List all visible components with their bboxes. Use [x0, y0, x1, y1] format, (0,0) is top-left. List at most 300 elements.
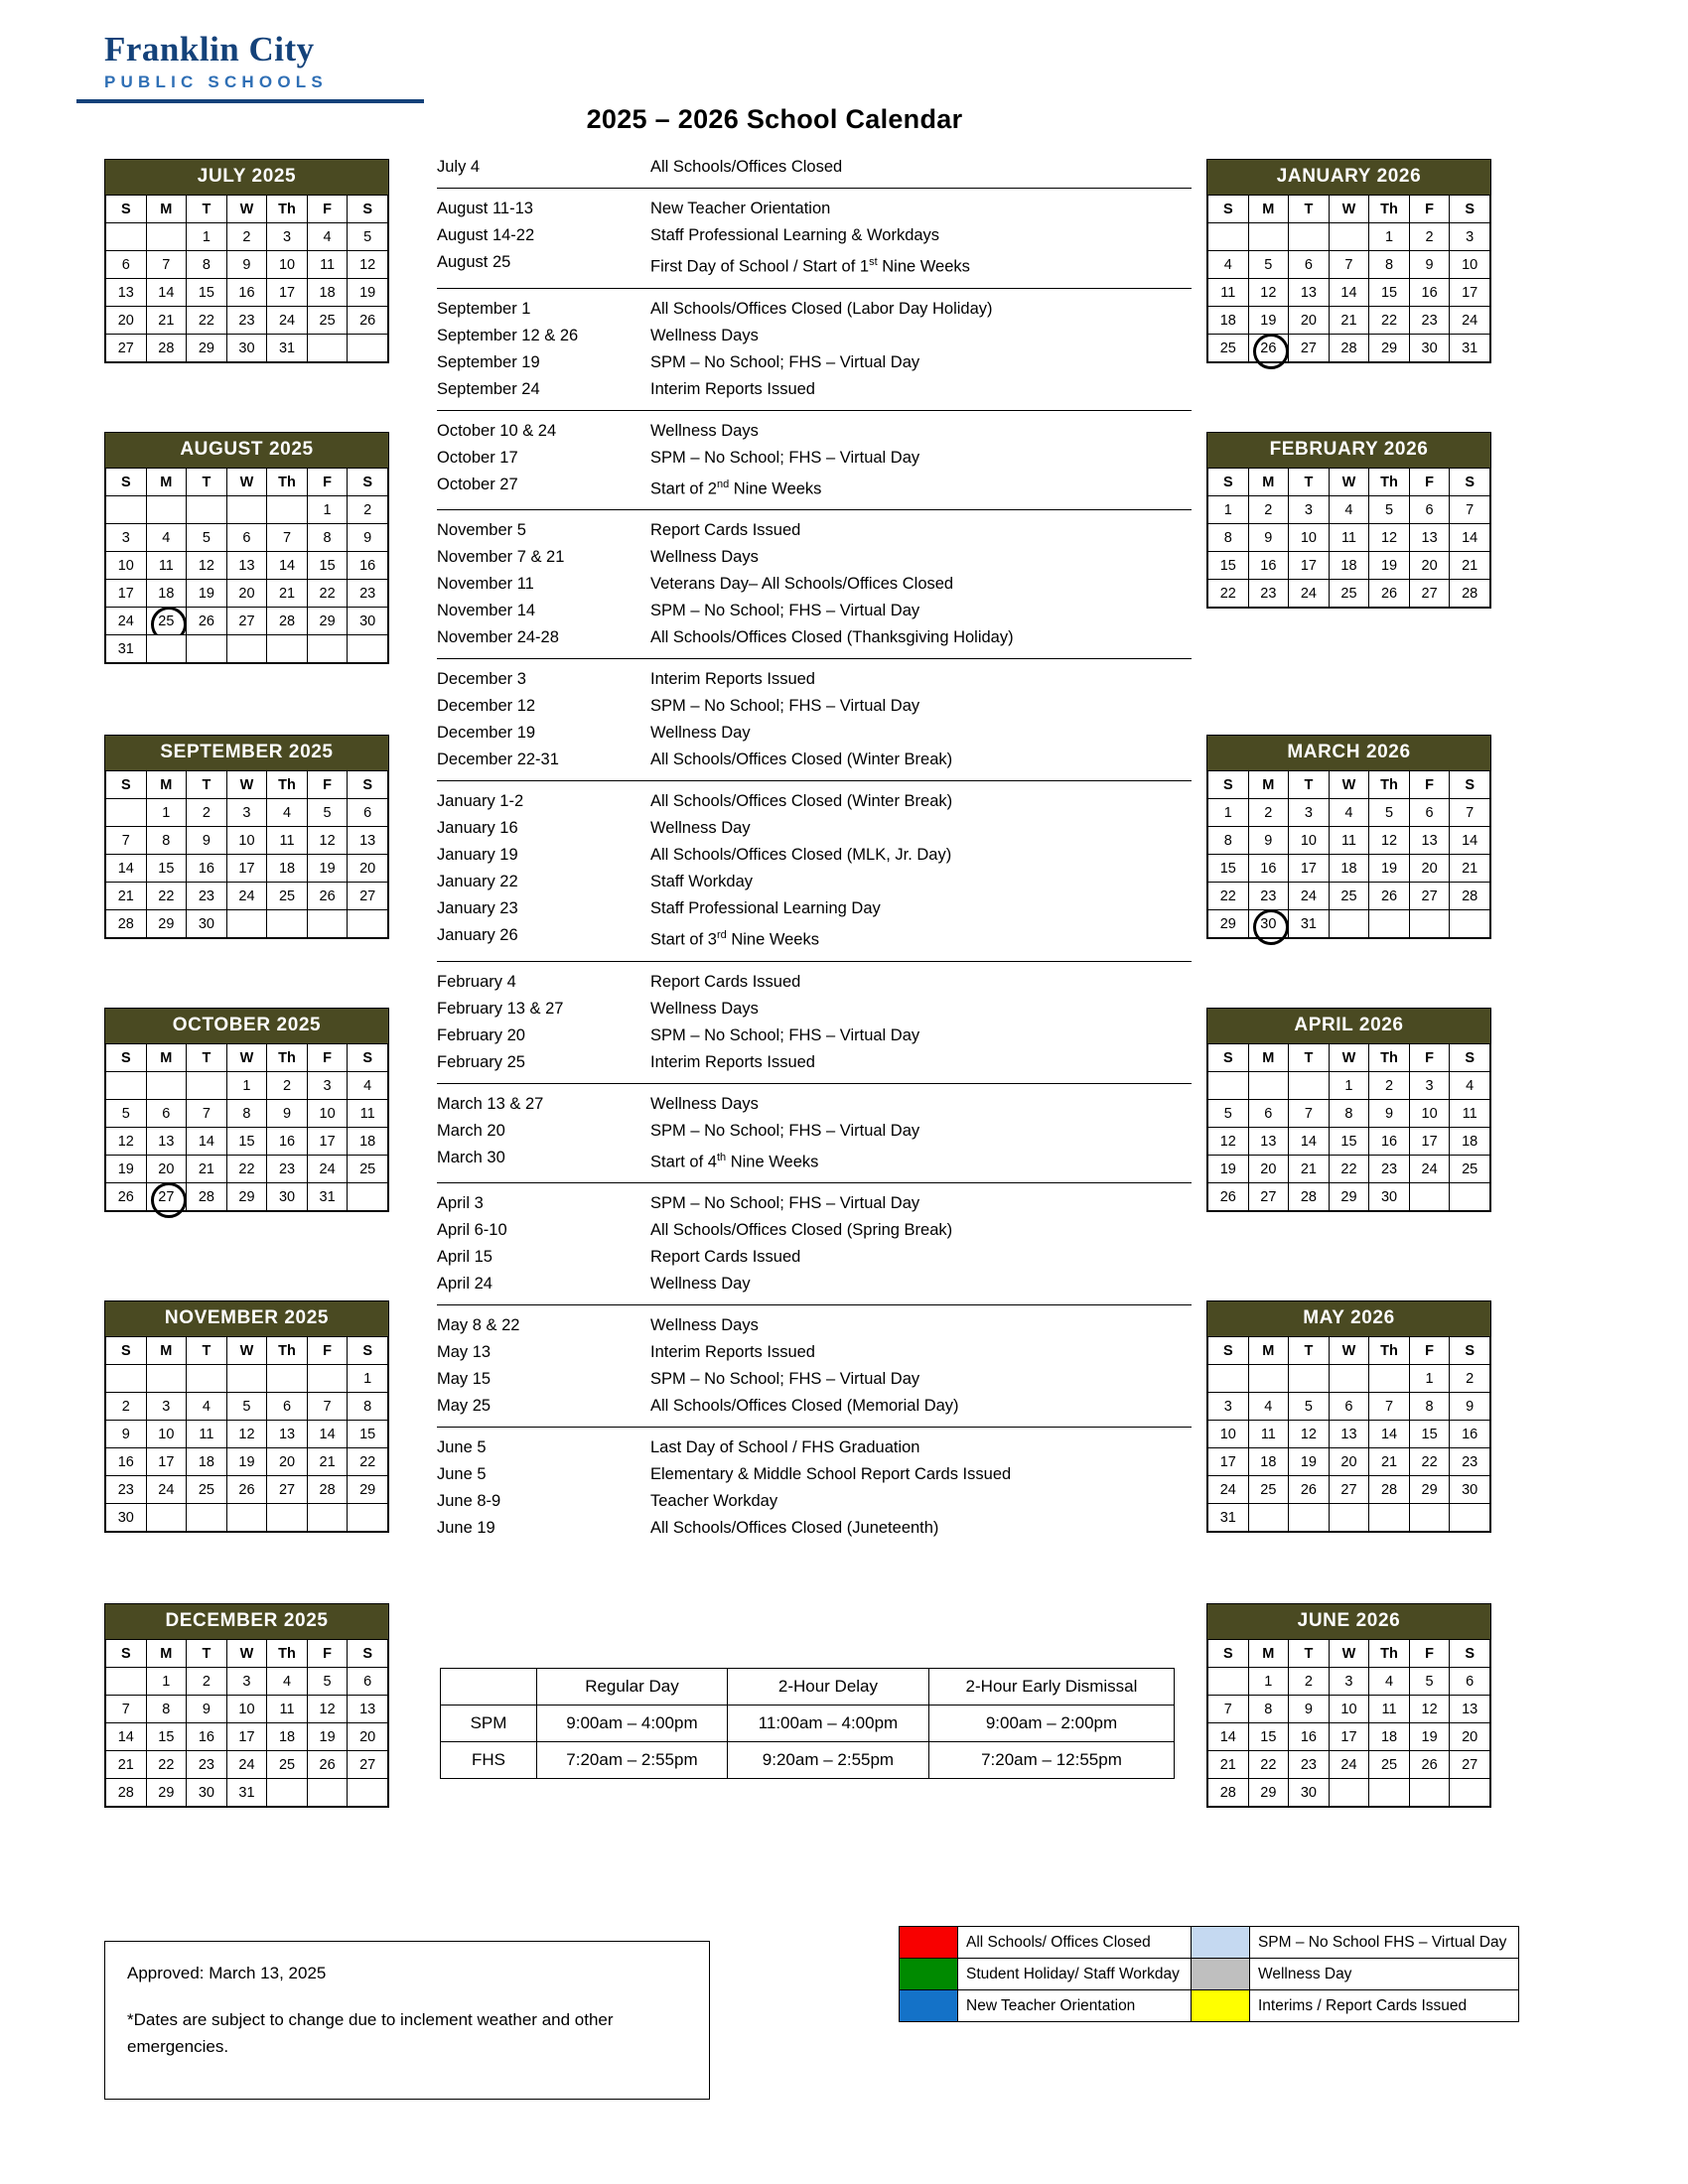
note-date: November 7 & 21	[437, 548, 565, 566]
day-cell: 23	[267, 1156, 308, 1183]
day-cell: 11	[267, 1696, 308, 1723]
weekday-header: F	[1409, 1640, 1450, 1668]
week-row	[1208, 251, 1490, 279]
week-row	[1208, 799, 1490, 827]
week-row	[1208, 855, 1490, 883]
day-cell: 20	[1450, 1723, 1490, 1751]
day-cell: 12	[348, 251, 388, 279]
empty-cell	[187, 1504, 227, 1532]
empty-cell	[1369, 1504, 1410, 1532]
day-cell: 7	[1450, 799, 1490, 827]
day-cell: 5	[1409, 1668, 1450, 1696]
day-cell: 30	[1369, 1183, 1410, 1211]
day-cell: 9	[1248, 524, 1289, 552]
weekday-header: W	[1329, 469, 1369, 496]
note-text: Report Cards Issued	[650, 521, 801, 539]
day-cell: 16	[348, 552, 388, 580]
day-cell: 13	[1248, 1128, 1289, 1156]
week-row	[1208, 524, 1490, 552]
day-cell: 29	[1409, 1476, 1450, 1504]
day-cell: 8	[146, 1696, 187, 1723]
day-cell: 10	[307, 1100, 348, 1128]
week-row	[106, 580, 388, 608]
month-title: DECEMBER 2025	[105, 1604, 388, 1639]
day-cell: 3	[1409, 1072, 1450, 1100]
bell-regular: 9:00am – 4:00pm	[537, 1706, 728, 1742]
empty-cell	[146, 496, 187, 524]
month-grid	[105, 1336, 388, 1532]
legend-row	[900, 1959, 1519, 1990]
day-cell: 25	[1329, 883, 1369, 910]
month-grid	[105, 468, 388, 663]
weekday-header: M	[1248, 469, 1289, 496]
notes-group	[437, 1091, 1192, 1176]
empty-cell	[1409, 1183, 1450, 1211]
empty-cell	[1248, 1365, 1289, 1393]
day-cell: 8	[1208, 524, 1249, 552]
empty-cell	[1450, 1779, 1490, 1807]
day-cell: 31	[106, 635, 147, 663]
day-cell: 3	[1450, 223, 1490, 251]
day-cell: 27	[1409, 883, 1450, 910]
weekday-header: Th	[267, 196, 308, 223]
day-cell: 16	[267, 1128, 308, 1156]
weekday-header: T	[187, 1044, 227, 1072]
weekday-header: S	[1450, 196, 1490, 223]
logo-line-1: Franklin City	[104, 30, 315, 68]
note-row	[437, 1244, 1192, 1271]
week-row	[106, 799, 388, 827]
day-cell: 27	[1248, 1183, 1289, 1211]
day-cell: 17	[1289, 552, 1330, 580]
legend-swatch	[900, 1927, 958, 1959]
day-cell: 24	[146, 1476, 187, 1504]
day-cell: 8	[348, 1393, 388, 1421]
day-cell: 15	[348, 1421, 388, 1448]
day-cell: 25	[348, 1156, 388, 1183]
day-cell: 26	[187, 608, 227, 635]
day-cell: 28	[106, 910, 147, 938]
week-row	[106, 307, 388, 335]
empty-cell	[226, 1504, 267, 1532]
day-cell: 14	[267, 552, 308, 580]
week-row	[1208, 1476, 1490, 1504]
note-text: SPM – No School; FHS – Virtual Day	[650, 1025, 920, 1044]
month-grid	[1207, 1336, 1490, 1532]
note-date: December 22-31	[437, 751, 559, 768]
weekday-header: Th	[1369, 771, 1410, 799]
day-cell: 6	[348, 1668, 388, 1696]
day-cell: 18	[348, 1128, 388, 1156]
day-cell: 17	[106, 580, 147, 608]
weekday-header: T	[1289, 469, 1330, 496]
notes-separator	[437, 658, 1192, 659]
weekday-header: M	[1248, 196, 1289, 223]
week-row	[1208, 1668, 1490, 1696]
empty-cell	[348, 1504, 388, 1532]
approval-date: Approved: March 13, 2025	[127, 1964, 327, 1982]
day-cell: 3	[226, 1668, 267, 1696]
day-cell: 28	[187, 1183, 227, 1211]
notes-separator	[437, 1182, 1192, 1183]
day-cell: 24	[307, 1156, 348, 1183]
bell-row	[441, 1706, 1175, 1742]
day-cell: 31	[226, 1779, 267, 1807]
weekday-header: Th	[1369, 1640, 1410, 1668]
day-cell: 29	[1248, 1779, 1289, 1807]
weekday-header: S	[1208, 1044, 1249, 1072]
empty-cell	[146, 1504, 187, 1532]
note-date: December 19	[437, 724, 536, 742]
day-cell: 21	[307, 1448, 348, 1476]
note-text: Interim Reports Issued	[650, 379, 815, 398]
empty-cell	[267, 1365, 308, 1393]
day-cell: 28	[1450, 883, 1490, 910]
note-date: March 13 & 27	[437, 1094, 544, 1113]
weekday-header: M	[146, 771, 187, 799]
weekday-header: S	[106, 1044, 147, 1072]
day-cell: 12	[1289, 1421, 1330, 1448]
note-row	[437, 788, 1192, 815]
day-cell: 14	[106, 1723, 147, 1751]
notes-separator	[437, 188, 1192, 189]
note-row	[437, 720, 1192, 747]
empty-cell	[307, 910, 348, 938]
day-cell: 12	[1208, 1128, 1249, 1156]
note-row	[437, 571, 1192, 598]
note-text: Wellness Days	[650, 999, 759, 1018]
day-cell: 24	[1450, 307, 1490, 335]
empty-cell	[1450, 1504, 1490, 1532]
note-date: November 14	[437, 602, 536, 619]
weekday-header: F	[307, 1640, 348, 1668]
day-cell: 14	[187, 1128, 227, 1156]
empty-cell	[1208, 223, 1249, 251]
note-text: All Schools/Offices Closed (Labor Day Holiday)	[650, 299, 993, 318]
day-cell: 22	[1248, 1751, 1289, 1779]
weekday-header: S	[106, 1640, 147, 1668]
day-cell: 1	[1208, 799, 1249, 827]
day-cell: 24	[226, 1751, 267, 1779]
note-text: Wellness Day	[650, 819, 751, 837]
week-row	[1208, 1183, 1490, 1211]
note-text: Elementary & Middle School Report Cards Issued	[650, 1465, 1012, 1483]
day-cell: 23	[348, 580, 388, 608]
day-cell: 26	[1369, 580, 1410, 608]
day-cell: 31	[267, 335, 308, 362]
day-cell: 26	[226, 1476, 267, 1504]
note-row	[437, 996, 1192, 1023]
day-cell: 17	[267, 279, 308, 307]
day-cell: 4	[307, 223, 348, 251]
day-cell: 31	[1289, 910, 1330, 938]
note-row	[437, 1393, 1192, 1420]
day-cell: 14	[1329, 279, 1369, 307]
weekday-header: F	[1409, 771, 1450, 799]
day-cell: 21	[1369, 1448, 1410, 1476]
week-row	[106, 496, 388, 524]
week-row	[106, 910, 388, 938]
day-cell: 3	[1329, 1668, 1369, 1696]
day-cell: 22	[1329, 1156, 1369, 1183]
day-cell: 29	[1329, 1183, 1369, 1211]
day-cell: 19	[307, 855, 348, 883]
legend-table	[899, 1926, 1519, 2022]
day-cell: 8	[146, 827, 187, 855]
note-text: Start of 3rd Nine Weeks	[650, 929, 819, 949]
day-cell: 9	[1369, 1100, 1410, 1128]
note-row	[437, 1049, 1192, 1076]
logo-line-2: PUBLIC SCHOOLS	[104, 72, 328, 91]
day-cell: 7	[1329, 251, 1369, 279]
weekday-header: S	[106, 1337, 147, 1365]
day-cell: 29	[1208, 910, 1249, 938]
day-cell: 27	[226, 608, 267, 635]
note-date: April 24	[437, 1275, 492, 1293]
day-cell: 10	[1329, 1696, 1369, 1723]
day-cell: 23	[1369, 1156, 1410, 1183]
bell-delay: 9:20am – 2:55pm	[727, 1742, 928, 1779]
note-date: April 15	[437, 1248, 492, 1266]
day-cell: 2	[1289, 1668, 1330, 1696]
day-cell: 1	[226, 1072, 267, 1100]
week-row	[1208, 1393, 1490, 1421]
day-cell: 27	[348, 1751, 388, 1779]
day-cell: 4	[1369, 1668, 1410, 1696]
empty-cell	[1369, 1365, 1410, 1393]
day-cell: 13	[146, 1128, 187, 1156]
empty-cell	[1329, 1365, 1369, 1393]
week-row	[1208, 883, 1490, 910]
day-cell: 8	[307, 524, 348, 552]
day-cell: 26	[1208, 1183, 1249, 1211]
weekday-header: M	[1248, 1337, 1289, 1365]
day-cell: 19	[1289, 1448, 1330, 1476]
note-date: November 5	[437, 521, 526, 539]
day-cell: 14	[146, 279, 187, 307]
week-row	[106, 1156, 388, 1183]
day-cell: 23	[187, 883, 227, 910]
note-row	[437, 1339, 1192, 1366]
week-row	[1208, 552, 1490, 580]
week-row	[1208, 1156, 1490, 1183]
weekday-header: S	[1450, 771, 1490, 799]
day-cell: 15	[1369, 279, 1410, 307]
day-cell: 25	[1208, 335, 1249, 362]
month-block	[1206, 1300, 1491, 1533]
day-cell: 3	[106, 524, 147, 552]
day-cell: 22	[348, 1448, 388, 1476]
day-cell: 18	[1208, 307, 1249, 335]
note-text: SPM – No School; FHS – Virtual Day	[650, 352, 920, 371]
empty-cell	[267, 1779, 308, 1807]
day-cell: 5	[307, 1668, 348, 1696]
notes-group	[437, 196, 1192, 281]
bell-delay: 11:00am – 4:00pm	[727, 1706, 928, 1742]
empty-cell	[1369, 1779, 1410, 1807]
day-cell: 4	[348, 1072, 388, 1100]
day-cell: 21	[106, 1751, 147, 1779]
weekday-header: F	[307, 1337, 348, 1365]
note-text: All Schools/Offices Closed (Thanksgiving Holiday)	[650, 628, 1014, 646]
day-cell: 27	[106, 335, 147, 362]
weekday-header: M	[146, 1337, 187, 1365]
note-row	[437, 1091, 1192, 1118]
day-cell: 1	[1248, 1668, 1289, 1696]
day-cell: 23	[1248, 883, 1289, 910]
day-cell: 26	[1248, 335, 1289, 362]
day-cell: 16	[1248, 552, 1289, 580]
day-cell: 14	[1450, 524, 1490, 552]
empty-cell	[106, 496, 147, 524]
day-cell: 22	[1409, 1448, 1450, 1476]
day-cell: 24	[1409, 1156, 1450, 1183]
bell-regular: 7:20am – 2:55pm	[537, 1742, 728, 1779]
empty-cell	[187, 496, 227, 524]
day-cell: 4	[1329, 799, 1369, 827]
day-cell: 1	[146, 799, 187, 827]
note-row	[437, 922, 1192, 954]
week-row	[106, 827, 388, 855]
note-row	[437, 815, 1192, 842]
day-cell: 30	[1289, 1779, 1330, 1807]
note-row	[437, 544, 1192, 571]
day-cell: 14	[106, 855, 147, 883]
day-cell: 5	[187, 524, 227, 552]
note-row	[437, 376, 1192, 403]
day-cell: 26	[348, 307, 388, 335]
day-cell: 15	[307, 552, 348, 580]
week-row	[106, 1448, 388, 1476]
day-cell: 24	[267, 307, 308, 335]
day-cell: 17	[1450, 279, 1490, 307]
day-cell: 6	[226, 524, 267, 552]
note-date: January 23	[437, 899, 518, 917]
empty-cell	[1450, 910, 1490, 938]
note-row	[437, 418, 1192, 445]
weekday-header: Th	[1369, 1044, 1410, 1072]
month-grid	[1207, 1043, 1490, 1211]
note-date: September 12 & 26	[437, 326, 579, 344]
weekday-header: T	[1289, 1337, 1330, 1365]
empty-cell	[348, 635, 388, 663]
day-cell: 27	[1450, 1751, 1490, 1779]
note-date: May 25	[437, 1397, 492, 1415]
day-cell: 17	[1289, 855, 1330, 883]
weekday-header: Th	[267, 469, 308, 496]
note-date: December 12	[437, 697, 536, 715]
weekday-header: F	[307, 469, 348, 496]
bell-header	[441, 1669, 537, 1706]
month-block	[104, 1300, 389, 1533]
week-row	[106, 1365, 388, 1393]
notes-group	[437, 788, 1192, 954]
day-cell: 9	[267, 1100, 308, 1128]
note-date: May 13	[437, 1343, 492, 1361]
day-cell: 13	[106, 279, 147, 307]
weekday-header: F	[1409, 1337, 1450, 1365]
note-row	[437, 222, 1192, 249]
week-row	[1208, 1448, 1490, 1476]
day-cell: 25	[307, 307, 348, 335]
district-logo	[104, 30, 422, 103]
note-date: October 10 & 24	[437, 421, 557, 440]
week-row	[1208, 1696, 1490, 1723]
day-cell: 24	[106, 608, 147, 635]
day-cell: 11	[1329, 524, 1369, 552]
empty-cell	[348, 910, 388, 938]
day-cell: 14	[1450, 827, 1490, 855]
month-block	[104, 432, 389, 664]
day-cell: 9	[1409, 251, 1450, 279]
day-cell: 21	[1450, 552, 1490, 580]
notes-group	[437, 969, 1192, 1076]
note-date: January 26	[437, 926, 518, 944]
month-grid	[1207, 195, 1490, 362]
empty-cell	[267, 496, 308, 524]
notes-separator	[437, 509, 1192, 510]
day-cell: 10	[1289, 524, 1330, 552]
note-text: Report Cards Issued	[650, 1248, 801, 1266]
day-cell: 18	[1248, 1448, 1289, 1476]
day-cell: 6	[1450, 1668, 1490, 1696]
day-cell: 20	[146, 1156, 187, 1183]
notes-separator	[437, 1304, 1192, 1305]
note-text: All Schools/Offices Closed (MLK, Jr. Day)	[650, 846, 952, 864]
day-cell: 16	[1369, 1128, 1410, 1156]
day-cell: 12	[1409, 1696, 1450, 1723]
day-cell: 11	[307, 251, 348, 279]
month-title: JANUARY 2026	[1207, 160, 1490, 195]
day-cell: 20	[1409, 552, 1450, 580]
day-cell: 5	[1208, 1100, 1249, 1128]
note-date: June 5	[437, 1438, 487, 1456]
weekday-header: S	[1208, 1640, 1249, 1668]
day-cell: 24	[1289, 580, 1330, 608]
day-cell: 19	[1409, 1723, 1450, 1751]
note-text: Report Cards Issued	[650, 972, 801, 991]
empty-cell	[348, 335, 388, 362]
day-cell: 16	[1450, 1421, 1490, 1448]
day-cell: 17	[226, 855, 267, 883]
legend-swatch	[1191, 1959, 1249, 1990]
note-text: All Schools/Offices Closed (Memorial Day)	[650, 1397, 959, 1415]
day-cell: 18	[1329, 552, 1369, 580]
day-cell: 21	[1289, 1156, 1330, 1183]
note-row	[437, 842, 1192, 869]
weekday-header: S	[1450, 1337, 1490, 1365]
day-cell: 3	[267, 223, 308, 251]
empty-cell	[1208, 1072, 1249, 1100]
empty-cell	[106, 1072, 147, 1100]
day-cell: 3	[307, 1072, 348, 1100]
logo-rule	[76, 99, 424, 103]
day-cell: 12	[187, 552, 227, 580]
note-date: June 5	[437, 1465, 487, 1483]
day-cell: 1	[146, 1668, 187, 1696]
week-row	[1208, 1100, 1490, 1128]
week-row	[1208, 1072, 1490, 1100]
day-cell: 27	[1409, 580, 1450, 608]
week-row	[1208, 496, 1490, 524]
note-row	[437, 666, 1192, 693]
weekday-header: Th	[267, 1337, 308, 1365]
note-date: February 13 & 27	[437, 999, 564, 1018]
note-date: August 11-13	[437, 200, 533, 217]
note-row	[437, 1190, 1192, 1217]
day-cell: 4	[146, 524, 187, 552]
weekday-header: S	[348, 1044, 388, 1072]
